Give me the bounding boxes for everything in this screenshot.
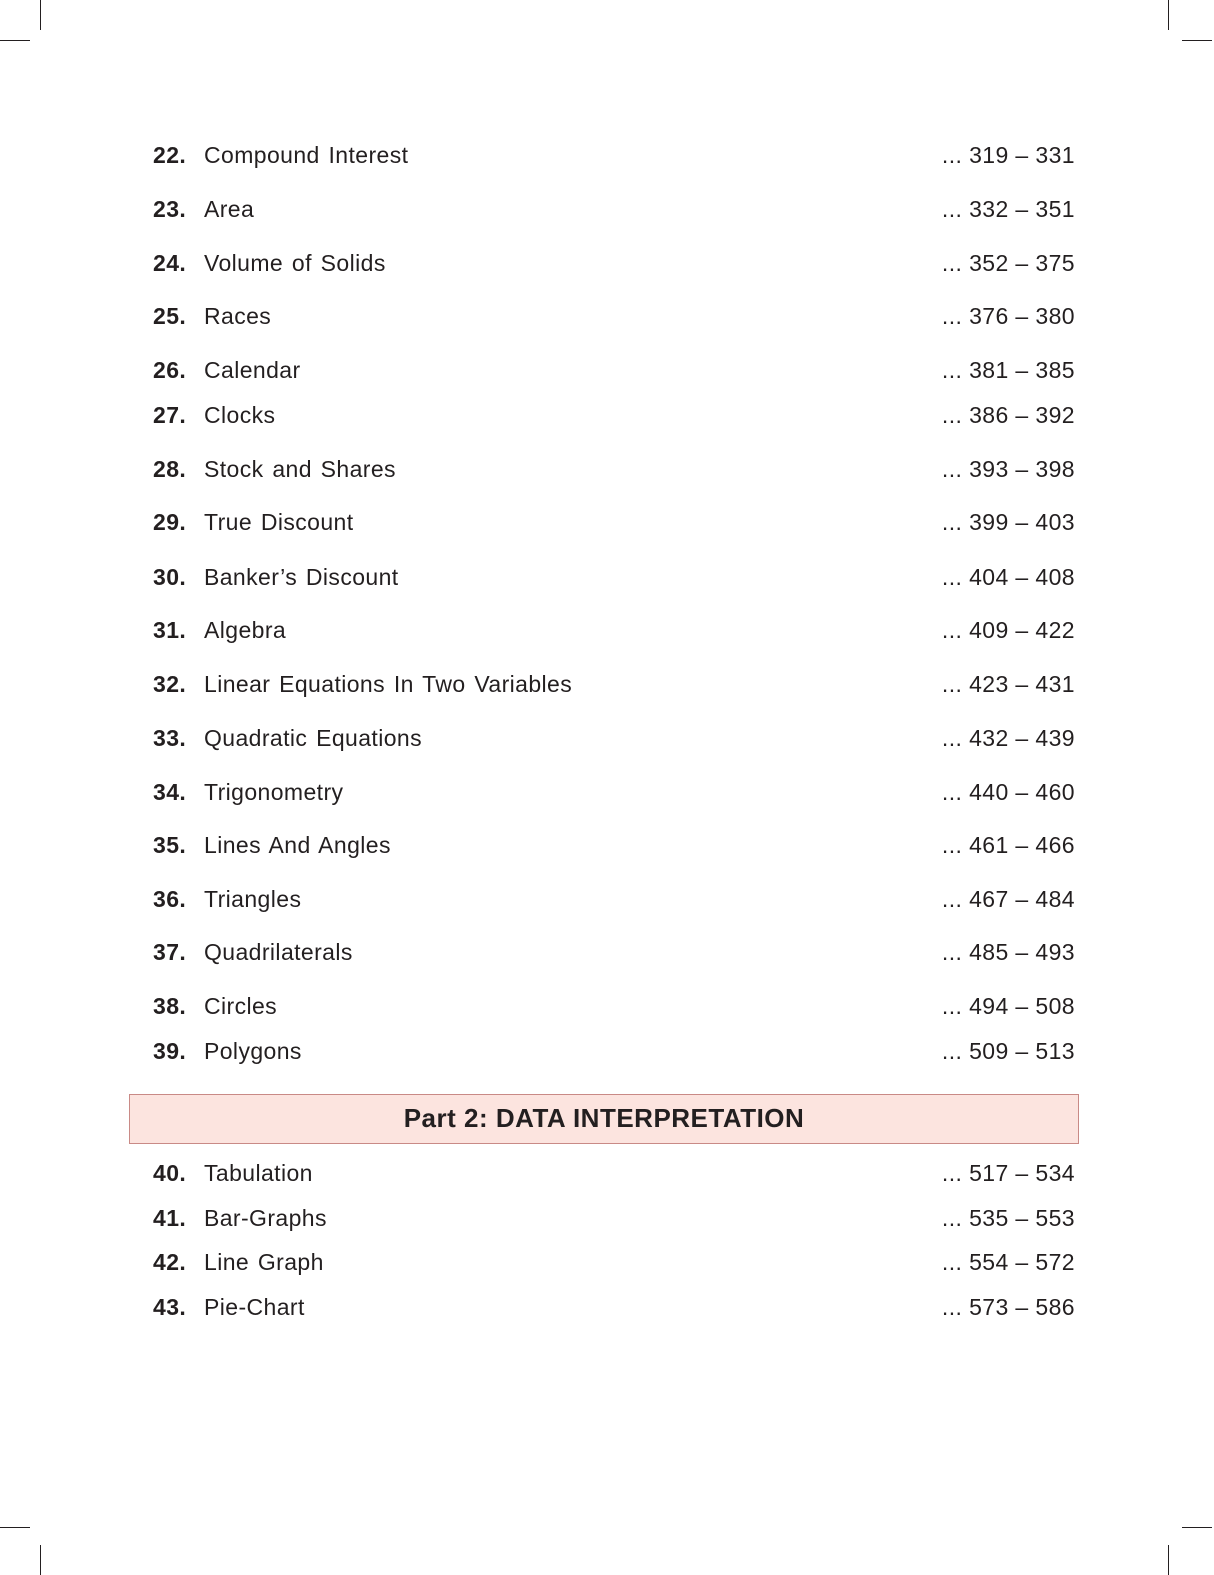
toc-entry	[0, 400, 1214, 430]
toc-entry	[0, 1247, 1214, 1277]
crop-mark-top-right-vertical	[1168, 0, 1169, 30]
toc-entry	[0, 454, 1214, 484]
page-range: ... 509 – 513	[941, 1038, 1075, 1064]
page-range: ... 517 – 534	[941, 1160, 1075, 1186]
chapter-title: Linear Equations In Two Variables	[204, 671, 573, 697]
toc-entry	[0, 1292, 1214, 1322]
crop-mark-bottom-right-vertical	[1168, 1545, 1169, 1575]
chapter-number: 24.	[153, 250, 187, 276]
chapter-number: 23.	[153, 196, 187, 222]
chapter-title: Clocks	[204, 402, 276, 428]
page-range: ... 376 – 380	[941, 303, 1075, 329]
chapter-number: 29.	[153, 509, 187, 535]
chapter-title: Trigonometry	[204, 779, 344, 805]
chapter-title: Tabulation	[204, 1160, 313, 1186]
toc-entry	[0, 507, 1214, 537]
chapter-title: Bar-Graphs	[204, 1205, 327, 1231]
chapter-number: 32.	[153, 671, 187, 697]
chapter-title: True Discount	[204, 509, 354, 535]
chapter-number: 26.	[153, 357, 187, 383]
crop-mark-top-left-horizontal	[0, 40, 30, 41]
chapter-title: Triangles	[204, 886, 302, 912]
page-range: ... 554 – 572	[941, 1249, 1075, 1275]
page-range: ... 494 – 508	[941, 993, 1075, 1019]
chapter-number: 36.	[153, 886, 187, 912]
chapter-title: Compound Interest	[204, 142, 409, 168]
chapter-number: 40.	[153, 1160, 187, 1186]
crop-mark-top-left-vertical	[40, 0, 41, 30]
toc-entry	[0, 355, 1214, 385]
page-range: ... 467 – 484	[941, 886, 1075, 912]
chapter-number: 31.	[153, 617, 187, 643]
toc-entry	[0, 723, 1214, 753]
chapter-number: 41.	[153, 1205, 187, 1231]
toc-entry	[0, 562, 1214, 592]
toc-entry	[0, 140, 1214, 170]
crop-mark-top-right-horizontal	[1182, 40, 1212, 41]
chapter-number: 37.	[153, 939, 187, 965]
toc-entry	[0, 1036, 1214, 1066]
page-range: ... 332 – 351	[941, 196, 1075, 222]
toc-entry	[0, 194, 1214, 224]
page-range: ... 461 – 466	[941, 832, 1075, 858]
toc-entry	[0, 301, 1214, 331]
toc-entry	[0, 830, 1214, 860]
toc-entry	[0, 248, 1214, 278]
chapter-title: Quadrilaterals	[204, 939, 353, 965]
page-range: ... 352 – 375	[941, 250, 1075, 276]
chapter-title: Lines And Angles	[204, 832, 391, 858]
page-range: ... 535 – 553	[941, 1205, 1075, 1231]
page-range: ... 319 – 331	[941, 142, 1075, 168]
page-range: ... 432 – 439	[941, 725, 1075, 751]
chapter-number: 34.	[153, 779, 187, 805]
chapter-title: Line Graph	[204, 1249, 324, 1275]
toc-entry	[0, 937, 1214, 967]
toc-entry	[0, 669, 1214, 699]
chapter-number: 33.	[153, 725, 187, 751]
chapter-title: Algebra	[204, 617, 287, 643]
crop-mark-bottom-left-vertical	[40, 1545, 41, 1575]
chapter-title: Area	[204, 196, 255, 222]
chapter-title: Volume of Solids	[204, 250, 386, 276]
crop-mark-bottom-right-horizontal	[1182, 1527, 1212, 1528]
chapter-title: Quadratic Equations	[204, 725, 423, 751]
chapter-title: Banker’s Discount	[204, 564, 399, 590]
page-range: ... 409 – 422	[941, 617, 1075, 643]
page-range: ... 404 – 408	[941, 564, 1075, 590]
chapter-title: Calendar	[204, 357, 301, 383]
page-range: ... 386 – 392	[941, 402, 1075, 428]
chapter-number: 39.	[153, 1038, 187, 1064]
page-range: ... 393 – 398	[941, 456, 1075, 482]
toc-entry	[0, 615, 1214, 645]
chapter-number: 42.	[153, 1249, 187, 1275]
chapter-title: Polygons	[204, 1038, 302, 1064]
chapter-number: 35.	[153, 832, 187, 858]
chapter-number: 30.	[153, 564, 187, 590]
part-2-heading: Part 2: DATA INTERPRETATION	[129, 1094, 1079, 1144]
chapter-number: 43.	[153, 1294, 187, 1320]
chapter-number: 28.	[153, 456, 187, 482]
chapter-title: Races	[204, 303, 272, 329]
toc-entry	[0, 1203, 1214, 1233]
toc-entry	[0, 1158, 1214, 1188]
page-range: ... 573 – 586	[941, 1294, 1075, 1320]
toc-entry	[0, 777, 1214, 807]
chapter-number: 38.	[153, 993, 187, 1019]
chapter-title: Circles	[204, 993, 278, 1019]
chapter-title: Stock and Shares	[204, 456, 396, 482]
page-range: ... 399 – 403	[941, 509, 1075, 535]
chapter-title: Pie-Chart	[204, 1294, 305, 1320]
chapter-number: 22.	[153, 142, 187, 168]
page-range: ... 485 – 493	[941, 939, 1075, 965]
chapter-number: 27.	[153, 402, 187, 428]
crop-mark-bottom-left-horizontal	[0, 1527, 30, 1528]
chapter-number: 25.	[153, 303, 187, 329]
page-range: ... 381 – 385	[941, 357, 1075, 383]
page-range: ... 440 – 460	[941, 779, 1075, 805]
page-range: ... 423 – 431	[941, 671, 1075, 697]
toc-entry	[0, 991, 1214, 1021]
toc-entry	[0, 884, 1214, 914]
